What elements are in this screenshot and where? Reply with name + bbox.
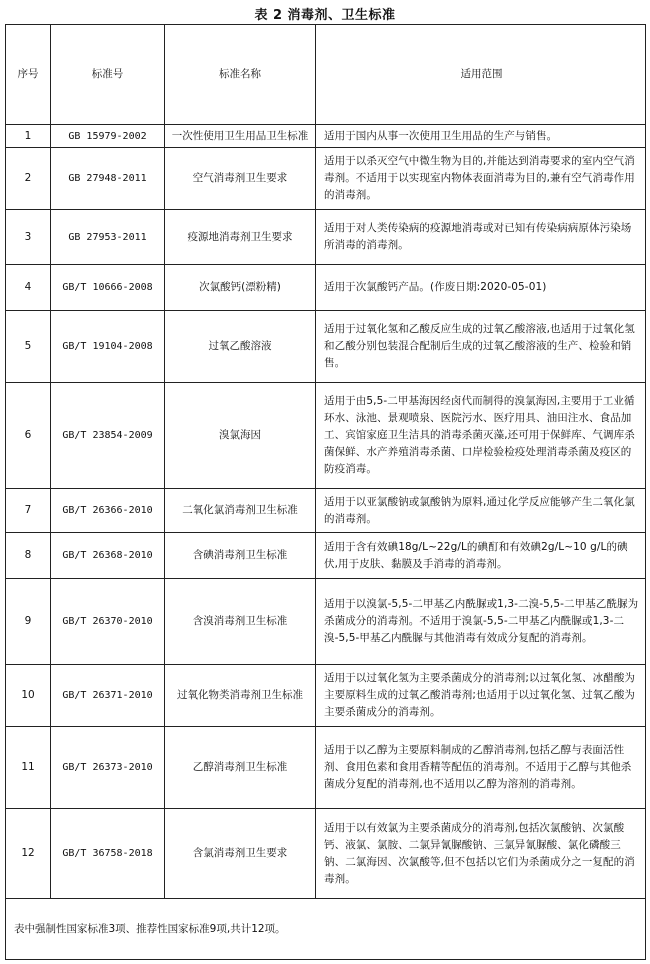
row-no: 3	[6, 210, 51, 265]
row-name: 含溴消毒剂卫生标准	[165, 579, 316, 665]
table-row	[6, 148, 646, 210]
table-row	[6, 727, 646, 809]
table-caption: 表 2 消毒剂、卫生标准	[254, 8, 396, 23]
row-name: 一次性使用卫生用品卫生标准	[165, 125, 316, 148]
row-no: 7	[6, 489, 51, 533]
footer-row	[6, 899, 646, 960]
table-row	[6, 579, 646, 665]
row-scope: 适用于含有效碘18g/L~22g/L的碘酊和有效碘2g/L~10 g/L的碘伏,用于皮肤、黏膜及手消毒的消毒剂。	[316, 533, 646, 579]
table-row	[6, 533, 646, 579]
table-row	[6, 125, 646, 148]
row-code: GB/T 19104-2008	[51, 311, 165, 383]
row-scope: 适用于以杀灭空气中微生物为目的,并能达到消毒要求的室内空气消毒剂。不适用于以实现室内物体表面消毒为目的,兼有空气消毒作用的消毒剂。	[316, 148, 646, 210]
table-row	[6, 265, 646, 311]
header-row	[6, 25, 646, 125]
table-row	[6, 809, 646, 899]
row-scope: 适用于以亚氯酸钠或氯酸钠为原料,通过化学反应能够产生二氧化氯的消毒剂。	[316, 489, 646, 533]
row-name: 次氯酸钙(漂粉精)	[165, 265, 316, 311]
row-name: 含碘消毒剂卫生标准	[165, 533, 316, 579]
table-row	[6, 665, 646, 727]
table-row	[6, 311, 646, 383]
row-no: 8	[6, 533, 51, 579]
row-code: GB/T 36758-2018	[51, 809, 165, 899]
row-code: GB 27948-2011	[51, 148, 165, 210]
row-code: GB/T 23854-2009	[51, 383, 165, 489]
header-code: 标准号	[51, 25, 165, 125]
table-row	[6, 210, 646, 265]
table-footnote: 表中强制性国家标准3项、推荐性国家标准9项,共计12项。	[6, 899, 646, 960]
row-no: 5	[6, 311, 51, 383]
row-scope: 适用于以溴氯-5,5-二甲基乙内酰脲或1,3-二溴-5,5-二甲基乙酰脲为杀菌成分的消毒剂。不适用于溴氯-5,5-二甲基乙内酰脲或1,3-二溴-5,5-甲基乙内酰脲与其他消毒有效成分复配的消毒剂。	[316, 579, 646, 665]
row-name: 过氧化物类消毒剂卫生标准	[165, 665, 316, 727]
row-scope: 适用于过氧化氢和乙酸反应生成的过氧乙酸溶液,也适用于过氧化氢和乙酸分别包装混合配制后生成的过氧乙酸溶液的生产、检验和销售。	[316, 311, 646, 383]
row-scope: 适用于次氯酸钙产品。(作废日期:2020-05-01)	[316, 265, 646, 311]
row-no: 4	[6, 265, 51, 311]
header-name: 标准名称	[165, 25, 316, 125]
row-name: 空气消毒剂卫生要求	[165, 148, 316, 210]
row-name: 溴氯海因	[165, 383, 316, 489]
row-no: 12	[6, 809, 51, 899]
standards-table	[5, 24, 646, 960]
row-no: 11	[6, 727, 51, 809]
row-scope: 适用于以乙醇为主要原料制成的乙醇消毒剂,包括乙醇与表面活性剂、食用色素和食用香精等配伍的消毒剂。不适用于乙醇与其他杀菌成分复配的消毒剂,也不适用以乙醇为溶剂的消毒剂。	[316, 727, 646, 809]
row-no: 10	[6, 665, 51, 727]
row-scope: 适用于由5,5-二甲基海因经卤代而制得的溴氯海因,主要用于工业循环水、泳池、景观喷泉、医院污水、医疗用具、油田注水、食品加工、宾馆家庭卫生洁具的消毒杀菌灭藻,还可用于保鲜库、气调库杀菌保鲜、水产养殖消毒杀菌、口岸检验检疫处理消毒杀菌及疫区的防疫消毒。	[316, 383, 646, 489]
row-name: 含氯消毒剂卫生要求	[165, 809, 316, 899]
row-code: GB/T 26373-2010	[51, 727, 165, 809]
row-no: 9	[6, 579, 51, 665]
row-code: GB/T 26370-2010	[51, 579, 165, 665]
table-row	[6, 489, 646, 533]
table-row	[6, 383, 646, 489]
row-code: GB/T 26371-2010	[51, 665, 165, 727]
row-scope: 适用于国内从事一次使用卫生用品的生产与销售。	[316, 125, 646, 148]
row-scope: 适用于以过氧化氢为主要杀菌成分的消毒剂;以过氧化氢、冰醋酸为主要原料生成的过氧乙酸消毒剂;也适用于以过氧化氢、过氧乙酸为主要杀菌成分的消毒剂。	[316, 665, 646, 727]
row-scope: 适用于以有效氯为主要杀菌成分的消毒剂,包括次氯酸钠、次氯酸钙、液氯、氯胺、二氯异氰脲酸钠、三氯异氰脲酸、氯化磷酸三钠、二氯海因、次氯酸等,但不包括以它们为杀菌成分之一复配的消毒剂。	[316, 809, 646, 899]
header-no: 序号	[6, 25, 51, 125]
row-name: 乙醇消毒剂卫生标准	[165, 727, 316, 809]
row-name: 过氧乙酸溶液	[165, 311, 316, 383]
row-name: 二氧化氯消毒剂卫生标准	[165, 489, 316, 533]
row-code: GB 15979-2002	[51, 125, 165, 148]
header-scope: 适用范围	[316, 25, 646, 125]
row-scope: 适用于对人类传染病的疫源地消毒或对已知有传染病病原体污染场所消毒的消毒剂。	[316, 210, 646, 265]
row-code: GB 27953-2011	[51, 210, 165, 265]
row-no: 1	[6, 125, 51, 148]
row-code: GB/T 26368-2010	[51, 533, 165, 579]
row-code: GB/T 26366-2010	[51, 489, 165, 533]
row-no: 6	[6, 383, 51, 489]
row-code: GB/T 10666-2008	[51, 265, 165, 311]
row-no: 2	[6, 148, 51, 210]
row-name: 疫源地消毒剂卫生要求	[165, 210, 316, 265]
